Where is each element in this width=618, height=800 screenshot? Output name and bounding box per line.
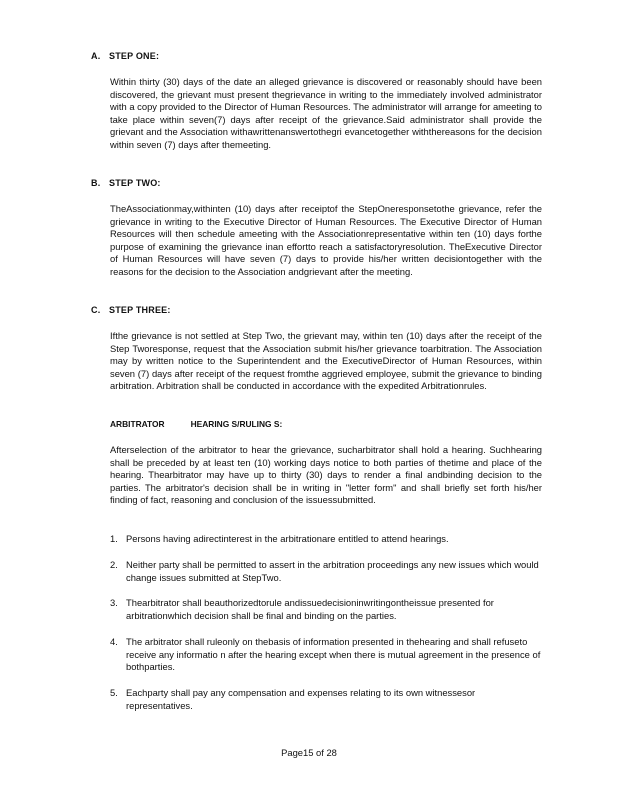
list-item-text: Persons having adirectinterest in the arbitrationare entitled to attend hearings. bbox=[126, 533, 449, 544]
section-c-title: STEP THREE: bbox=[109, 305, 171, 315]
list-item bbox=[110, 559, 542, 584]
list-item bbox=[110, 636, 542, 674]
list-item-number: 4. bbox=[110, 636, 118, 647]
section-b-body: TheAssociationmay,withinten (10) days after receiptof the StepOneresponsetothe grievance, refer the grievance in writing to the Executive Director of Human Resources. The Executive Director of Human Resources will then schedule ameeting with the Associationrepresentative within ten (10) days forthe purpose of examining the grievance inan effortto reach a satisfactoryresolution. TheExecutive Director of Human Resources will have seven (7) days to provide his/her written decisiontogether with the reasons for the decision to the Association andgrievant after the meeting. bbox=[110, 203, 542, 277]
list-item-text: Neither party shall be permitted to assert in the arbitration proceedings any new issues which would change issues submitted at StepTwo. bbox=[126, 559, 539, 583]
list-item-text: Thearbitrator shall beauthorizedtorule andissuedecisioninwritingontheissue presented for arbitrationwhich decision shall be final and binding on the parties. bbox=[126, 597, 494, 621]
arbitrator-body: Afterselection of the arbitrator to hear the grievance, sucharbitrator shall hold a hearing. Suchhearing shall be preceded by at least ten (10) working days notice to both parties of thetime and place of the hearing. Thearbitrator may have up to thirty (30) days to render a final andbinding decision to the parties. The arbitrator's decision shall be in writing in "letter form" and shall briefly set forth his/her finding of fact, reasoning and conclusion of the issuessubmitted. bbox=[110, 444, 542, 506]
section-a-heading bbox=[91, 51, 159, 61]
arbitrator-heading bbox=[110, 419, 282, 429]
arbitrator-heading-right: HEARING S/RULING S: bbox=[190, 419, 283, 429]
list-item-number: 1. bbox=[110, 533, 118, 544]
section-b-title: STEP TWO: bbox=[109, 178, 161, 188]
list-item-number: 3. bbox=[110, 597, 118, 608]
list-item-number: 2. bbox=[110, 559, 118, 570]
section-a-title: STEP ONE: bbox=[109, 51, 160, 61]
list-item bbox=[110, 597, 542, 622]
list-item bbox=[110, 687, 542, 712]
page-number: Page15 of 28 bbox=[281, 747, 337, 758]
section-c-letter: C. bbox=[91, 305, 101, 315]
section-a-body: Within thirty (30) days of the date an alleged grievance is discovered or reasonably should have been discovered, the grievant must present thegrievance in writing to the immediately involved administrator with a copy provided to the Director of Human Resources. The administrator will arrange for ameeting to take place within seven(7) days after receipt of the grievance.Said administrator shall provide the grievant and the Association withawrittenanswertothegri evancetogether withthereasons for the decision within seven (7) days after themeeting. bbox=[110, 76, 542, 150]
arbitrator-heading-left: ARBITRATOR bbox=[110, 419, 165, 429]
section-c-body: Ifthe grievance is not settled at Step Two, the grievant may, within ten (10) days after the receipt of the Step Tworesponse, request that the Association submit his/her grievance toarbitration. The Association may by written notice to the Superintendent and the ExecutiveDirector of Human Resources, within seven (7) days after receipt of the request fromthe aggrieved employee, submit the grievance to binding arbitration. Arbitration shall be conducted in accordance with the expedited Arbitrationrules. bbox=[110, 330, 542, 392]
section-b-heading bbox=[91, 178, 161, 188]
section-a-letter: A. bbox=[91, 51, 101, 61]
section-b-letter: B. bbox=[91, 178, 101, 188]
section-c-heading bbox=[91, 305, 171, 315]
list-item bbox=[110, 533, 542, 546]
list-item-text: Eachparty shall pay any compensation and expenses relating to its own witnessesor representatives. bbox=[126, 687, 476, 711]
list-item-text: The arbitrator shall ruleonly on thebasis of information presented in thehearing and shall refuseto receive any informatio n after the hearing except when there is mutual agreement in the presence of bothparties. bbox=[126, 636, 541, 673]
list-item-number: 5. bbox=[110, 687, 118, 698]
